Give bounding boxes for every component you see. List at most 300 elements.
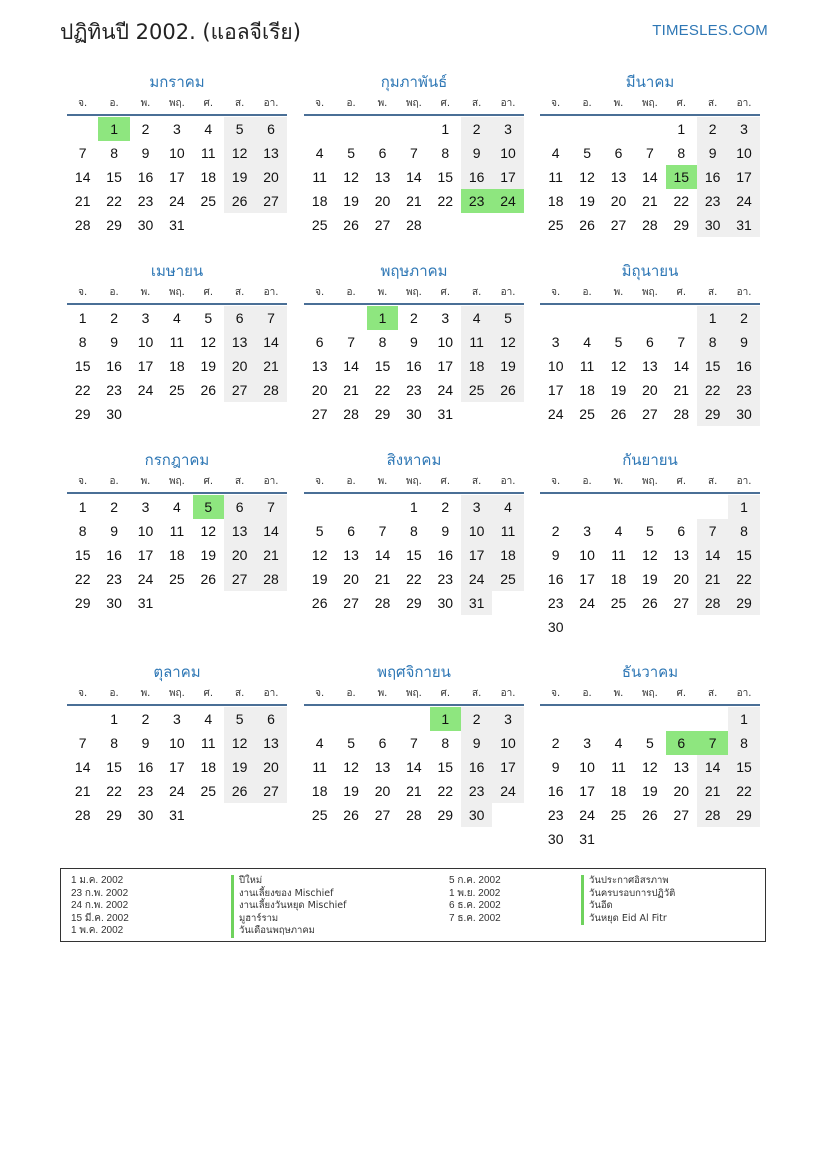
day-cell[interactable]: 20 — [255, 755, 286, 779]
day-cell[interactable]: 30 — [461, 803, 492, 827]
day-cell[interactable]: 2 — [551, 523, 560, 539]
day-cell[interactable]: 2 — [141, 711, 150, 727]
day-cell[interactable]: 2 — [141, 121, 150, 137]
holiday-day-cell[interactable]: 1 — [98, 117, 129, 141]
day-cell[interactable]: 18 — [169, 358, 185, 374]
day-cell[interactable]: 30 — [137, 807, 154, 823]
day-cell[interactable]: 2 — [110, 310, 118, 326]
day-cell[interactable]: 25 — [610, 595, 627, 611]
day-cell[interactable]: 28 — [374, 595, 391, 611]
day-cell[interactable]: 20 — [673, 783, 690, 799]
day-cell[interactable]: 25 — [311, 217, 328, 233]
day-cell[interactable]: 15 — [74, 358, 91, 374]
day-cell[interactable]: 9 — [141, 735, 150, 751]
day-cell[interactable]: 2 — [441, 499, 450, 515]
holiday-day-cell[interactable]: 1 — [367, 306, 398, 330]
day-cell[interactable]: 20 — [374, 783, 391, 799]
holiday-day-cell[interactable]: 23 — [461, 189, 492, 213]
day-cell[interactable]: 30 — [106, 595, 122, 611]
day-cell[interactable]: 14 — [697, 543, 728, 567]
day-cell[interactable]: 19 — [224, 165, 255, 189]
day-cell[interactable]: 24 — [547, 406, 564, 422]
day-cell[interactable]: 8 — [78, 523, 87, 539]
day-cell[interactable]: 25 — [461, 378, 492, 402]
holiday-day-cell[interactable]: 5 — [193, 495, 224, 519]
day-cell[interactable]: 20 — [343, 571, 359, 587]
day-cell[interactable]: 8 — [110, 735, 118, 751]
day-cell[interactable]: 2 — [110, 499, 118, 515]
day-cell[interactable]: 1 — [728, 495, 759, 519]
day-cell[interactable]: 5 — [645, 735, 654, 751]
day-cell[interactable]: 21 — [255, 543, 286, 567]
day-cell[interactable]: 29 — [673, 217, 690, 233]
day-cell[interactable]: 10 — [492, 141, 523, 165]
day-cell[interactable]: 11 — [611, 547, 626, 563]
day-cell[interactable]: 22 — [728, 779, 759, 803]
day-cell[interactable]: 27 — [343, 595, 359, 611]
day-cell[interactable]: 12 — [343, 169, 359, 185]
day-cell[interactable]: 22 — [437, 193, 454, 209]
day-cell[interactable]: 4 — [461, 306, 492, 330]
day-cell[interactable]: 3 — [141, 310, 150, 326]
day-cell[interactable]: 8 — [728, 731, 759, 755]
day-cell[interactable]: 26 — [200, 382, 217, 398]
day-cell[interactable]: 11 — [200, 145, 216, 161]
day-cell[interactable]: 25 — [579, 406, 595, 422]
day-cell[interactable]: 3 — [728, 117, 759, 141]
day-cell[interactable]: 27 — [311, 406, 328, 422]
day-cell[interactable]: 23 — [728, 378, 759, 402]
day-cell[interactable]: 5 — [645, 523, 654, 539]
day-cell[interactable]: 29 — [106, 807, 122, 823]
day-cell[interactable]: 25 — [311, 807, 328, 823]
day-cell[interactable]: 2 — [461, 117, 492, 141]
day-cell[interactable]: 21 — [406, 783, 422, 799]
day-cell[interactable]: 9 — [728, 330, 759, 354]
day-cell[interactable]: 14 — [374, 547, 391, 563]
day-cell[interactable]: 6 — [677, 523, 686, 539]
day-cell[interactable]: 9 — [110, 523, 118, 539]
day-cell[interactable]: 13 — [673, 759, 690, 775]
day-cell[interactable]: 18 — [200, 169, 217, 185]
day-cell[interactable]: 29 — [106, 217, 122, 233]
day-cell[interactable]: 9 — [409, 334, 418, 350]
day-cell[interactable]: 14 — [255, 519, 286, 543]
day-cell[interactable]: 10 — [492, 731, 523, 755]
day-cell[interactable]: 26 — [343, 807, 359, 823]
day-cell[interactable]: 30 — [547, 619, 564, 635]
day-cell[interactable]: 28 — [673, 406, 690, 422]
day-cell[interactable]: 15 — [106, 759, 122, 775]
day-cell[interactable]: 9 — [461, 731, 492, 755]
day-cell[interactable]: 13 — [673, 547, 690, 563]
day-cell[interactable]: 23 — [137, 193, 154, 209]
day-cell[interactable]: 19 — [579, 193, 595, 209]
day-cell[interactable]: 18 — [169, 547, 185, 563]
day-cell[interactable]: 13 — [374, 759, 391, 775]
day-cell[interactable]: 18 — [547, 193, 564, 209]
day-cell[interactable]: 24 — [579, 595, 595, 611]
day-cell[interactable]: 16 — [406, 358, 422, 374]
day-cell[interactable]: 29 — [74, 406, 91, 422]
day-cell[interactable]: 19 — [311, 571, 328, 587]
day-cell[interactable]: 26 — [642, 807, 658, 823]
day-cell[interactable]: 30 — [547, 831, 564, 847]
day-cell[interactable]: 16 — [728, 354, 759, 378]
day-cell[interactable]: 3 — [551, 334, 560, 350]
day-cell[interactable]: 15 — [106, 169, 122, 185]
day-cell[interactable]: 27 — [610, 217, 627, 233]
day-cell[interactable]: 15 — [406, 547, 422, 563]
day-cell[interactable]: 3 — [172, 711, 181, 727]
day-cell[interactable]: 13 — [255, 141, 286, 165]
day-cell[interactable]: 12 — [579, 169, 595, 185]
day-cell[interactable]: 13 — [642, 358, 658, 374]
day-cell[interactable]: 28 — [406, 807, 422, 823]
day-cell[interactable]: 3 — [141, 499, 150, 515]
day-cell[interactable]: 4 — [614, 523, 623, 539]
day-cell[interactable]: 2 — [461, 707, 492, 731]
day-cell[interactable]: 29 — [697, 402, 728, 426]
day-cell[interactable]: 10 — [728, 141, 759, 165]
day-cell[interactable]: 24 — [461, 567, 492, 591]
day-cell[interactable]: 6 — [645, 334, 654, 350]
day-cell[interactable]: 31 — [728, 213, 759, 237]
day-cell[interactable]: 31 — [461, 591, 492, 615]
day-cell[interactable]: 15 — [74, 547, 91, 563]
day-cell[interactable]: 11 — [312, 169, 327, 185]
day-cell[interactable]: 10 — [461, 519, 492, 543]
day-cell[interactable]: 4 — [204, 711, 213, 727]
day-cell[interactable]: 17 — [728, 165, 759, 189]
day-cell[interactable]: 12 — [311, 547, 328, 563]
day-cell[interactable]: 26 — [200, 571, 217, 587]
day-cell[interactable]: 17 — [492, 165, 523, 189]
day-cell[interactable]: 29 — [374, 406, 391, 422]
day-cell[interactable]: 20 — [642, 382, 658, 398]
day-cell[interactable]: 28 — [642, 217, 658, 233]
day-cell[interactable]: 23 — [547, 595, 564, 611]
day-cell[interactable]: 13 — [224, 519, 255, 543]
day-cell[interactable]: 3 — [492, 707, 523, 731]
day-cell[interactable]: 26 — [343, 217, 359, 233]
day-cell[interactable]: 21 — [406, 193, 422, 209]
day-cell[interactable]: 25 — [492, 567, 523, 591]
day-cell[interactable]: 31 — [169, 217, 185, 233]
day-cell[interactable]: 14 — [642, 169, 658, 185]
day-cell[interactable]: 8 — [409, 523, 418, 539]
day-cell[interactable]: 7 — [697, 519, 728, 543]
day-cell[interactable]: 28 — [255, 567, 286, 591]
day-cell[interactable]: 17 — [169, 759, 185, 775]
day-cell[interactable]: 10 — [137, 334, 154, 350]
day-cell[interactable]: 5 — [614, 334, 623, 350]
day-cell[interactable]: 22 — [673, 193, 690, 209]
day-cell[interactable]: 15 — [728, 543, 759, 567]
day-cell[interactable]: 31 — [579, 831, 595, 847]
day-cell[interactable]: 7 — [645, 145, 654, 161]
day-cell[interactable]: 23 — [137, 783, 154, 799]
day-cell[interactable]: 1 — [728, 707, 759, 731]
day-cell[interactable]: 11 — [461, 330, 492, 354]
day-cell[interactable]: 10 — [169, 145, 185, 161]
day-cell[interactable]: 26 — [610, 406, 627, 422]
day-cell[interactable]: 28 — [74, 807, 91, 823]
day-cell[interactable]: 4 — [172, 310, 181, 326]
day-cell[interactable]: 10 — [579, 547, 595, 563]
day-cell[interactable]: 8 — [677, 145, 686, 161]
holiday-day-cell[interactable]: 7 — [697, 731, 728, 755]
day-cell[interactable]: 13 — [224, 330, 255, 354]
day-cell[interactable]: 26 — [579, 217, 595, 233]
day-cell[interactable]: 11 — [169, 334, 185, 350]
day-cell[interactable]: 23 — [461, 779, 492, 803]
day-cell[interactable]: 28 — [74, 217, 91, 233]
day-cell[interactable]: 21 — [74, 783, 91, 799]
day-cell[interactable]: 5 — [492, 306, 523, 330]
day-cell[interactable]: 16 — [106, 547, 122, 563]
day-cell[interactable]: 16 — [137, 759, 154, 775]
day-cell[interactable]: 8 — [378, 334, 387, 350]
day-cell[interactable]: 5 — [347, 735, 355, 751]
day-cell[interactable]: 13 — [610, 169, 627, 185]
day-cell[interactable]: 10 — [579, 759, 595, 775]
day-cell[interactable]: 16 — [461, 755, 492, 779]
brand-link[interactable]: TIMESLES.COM — [652, 22, 768, 39]
day-cell[interactable]: 29 — [406, 595, 422, 611]
day-cell[interactable]: 13 — [343, 547, 359, 563]
day-cell[interactable]: 10 — [547, 358, 564, 374]
day-cell[interactable]: 12 — [642, 759, 658, 775]
day-cell[interactable]: 12 — [492, 330, 523, 354]
day-cell[interactable]: 24 — [492, 779, 523, 803]
day-cell[interactable]: 25 — [169, 382, 185, 398]
day-cell[interactable]: 5 — [583, 145, 591, 161]
day-cell[interactable]: 14 — [343, 358, 359, 374]
day-cell[interactable]: 17 — [437, 358, 454, 374]
day-cell[interactable]: 6 — [255, 707, 286, 731]
day-cell[interactable]: 6 — [224, 495, 255, 519]
day-cell[interactable]: 21 — [673, 382, 690, 398]
day-cell[interactable]: 3 — [461, 495, 492, 519]
day-cell[interactable]: 20 — [224, 543, 255, 567]
day-cell[interactable]: 5 — [224, 117, 255, 141]
day-cell[interactable]: 19 — [343, 783, 359, 799]
day-cell[interactable]: 22 — [406, 571, 422, 587]
day-cell[interactable]: 18 — [492, 543, 523, 567]
day-cell[interactable]: 20 — [224, 354, 255, 378]
day-cell[interactable]: 1 — [409, 499, 418, 515]
day-cell[interactable]: 8 — [110, 145, 118, 161]
day-cell[interactable]: 7 — [347, 334, 355, 350]
day-cell[interactable]: 2 — [697, 117, 728, 141]
day-cell[interactable]: 9 — [461, 141, 492, 165]
day-cell[interactable]: 11 — [169, 523, 185, 539]
day-cell[interactable]: 13 — [311, 358, 328, 374]
day-cell[interactable]: 22 — [106, 783, 122, 799]
day-cell[interactable]: 4 — [204, 121, 213, 137]
day-cell[interactable]: 5 — [315, 523, 324, 539]
day-cell[interactable]: 17 — [137, 547, 154, 563]
day-cell[interactable]: 4 — [492, 495, 523, 519]
day-cell[interactable]: 13 — [255, 731, 286, 755]
day-cell[interactable]: 7 — [378, 523, 387, 539]
day-cell[interactable]: 25 — [610, 807, 627, 823]
day-cell[interactable]: 7 — [255, 306, 286, 330]
day-cell[interactable]: 18 — [461, 354, 492, 378]
day-cell[interactable]: 16 — [697, 165, 728, 189]
day-cell[interactable]: 12 — [642, 547, 658, 563]
day-cell[interactable]: 27 — [224, 378, 255, 402]
day-cell[interactable]: 18 — [200, 759, 217, 775]
day-cell[interactable]: 14 — [255, 330, 286, 354]
day-cell[interactable]: 4 — [315, 145, 324, 161]
day-cell[interactable]: 14 — [406, 169, 422, 185]
day-cell[interactable]: 4 — [315, 735, 324, 751]
day-cell[interactable]: 8 — [78, 334, 87, 350]
day-cell[interactable]: 23 — [406, 382, 422, 398]
day-cell[interactable]: 30 — [697, 213, 728, 237]
day-cell[interactable]: 19 — [200, 358, 217, 374]
day-cell[interactable]: 25 — [200, 783, 217, 799]
day-cell[interactable]: 26 — [311, 595, 328, 611]
day-cell[interactable]: 11 — [579, 358, 595, 374]
day-cell[interactable]: 31 — [437, 406, 454, 422]
day-cell[interactable]: 18 — [311, 193, 328, 209]
day-cell[interactable]: 22 — [106, 193, 122, 209]
day-cell[interactable]: 29 — [437, 807, 454, 823]
day-cell[interactable]: 30 — [728, 402, 759, 426]
day-cell[interactable]: 22 — [728, 567, 759, 591]
day-cell[interactable]: 15 — [728, 755, 759, 779]
day-cell[interactable]: 28 — [343, 406, 359, 422]
day-cell[interactable]: 11 — [312, 759, 327, 775]
day-cell[interactable]: 24 — [169, 783, 185, 799]
day-cell[interactable]: 11 — [200, 735, 216, 751]
day-cell[interactable]: 1 — [441, 121, 450, 137]
day-cell[interactable]: 6 — [378, 145, 387, 161]
holiday-day-cell[interactable]: 6 — [666, 731, 697, 755]
day-cell[interactable]: 6 — [378, 735, 387, 751]
day-cell[interactable]: 27 — [224, 567, 255, 591]
day-cell[interactable]: 20 — [374, 193, 391, 209]
day-cell[interactable]: 9 — [697, 141, 728, 165]
day-cell[interactable]: 3 — [172, 121, 181, 137]
day-cell[interactable]: 8 — [441, 145, 450, 161]
day-cell[interactable]: 10 — [169, 735, 185, 751]
day-cell[interactable]: 4 — [583, 334, 591, 350]
day-cell[interactable]: 4 — [551, 145, 560, 161]
day-cell[interactable]: 29 — [728, 591, 759, 615]
day-cell[interactable]: 5 — [347, 145, 355, 161]
day-cell[interactable]: 16 — [547, 783, 564, 799]
day-cell[interactable]: 11 — [548, 169, 563, 185]
day-cell[interactable]: 19 — [224, 755, 255, 779]
day-cell[interactable]: 2 — [409, 310, 418, 326]
day-cell[interactable]: 27 — [642, 406, 658, 422]
day-cell[interactable]: 17 — [137, 358, 154, 374]
day-cell[interactable]: 1 — [110, 711, 118, 727]
day-cell[interactable]: 7 — [255, 495, 286, 519]
day-cell[interactable]: 21 — [74, 193, 91, 209]
day-cell[interactable]: 6 — [224, 306, 255, 330]
day-cell[interactable]: 12 — [200, 334, 217, 350]
day-cell[interactable]: 23 — [437, 571, 454, 587]
day-cell[interactable]: 11 — [611, 759, 626, 775]
day-cell[interactable]: 13 — [374, 169, 391, 185]
day-cell[interactable]: 30 — [106, 406, 122, 422]
day-cell[interactable]: 26 — [224, 189, 255, 213]
day-cell[interactable]: 19 — [343, 193, 359, 209]
day-cell[interactable]: 27 — [673, 595, 690, 611]
day-cell[interactable]: 12 — [343, 759, 359, 775]
day-cell[interactable]: 18 — [311, 783, 328, 799]
day-cell[interactable]: 17 — [169, 169, 185, 185]
day-cell[interactable]: 12 — [610, 358, 627, 374]
day-cell[interactable]: 8 — [441, 735, 450, 751]
day-cell[interactable]: 21 — [697, 779, 728, 803]
day-cell[interactable]: 23 — [106, 571, 122, 587]
day-cell[interactable]: 3 — [583, 735, 591, 751]
day-cell[interactable]: 30 — [137, 217, 154, 233]
day-cell[interactable]: 14 — [74, 759, 91, 775]
day-cell[interactable]: 4 — [614, 735, 623, 751]
day-cell[interactable]: 20 — [673, 571, 690, 587]
day-cell[interactable]: 9 — [551, 547, 560, 563]
day-cell[interactable]: 19 — [200, 547, 217, 563]
day-cell[interactable]: 17 — [461, 543, 492, 567]
day-cell[interactable]: 24 — [579, 807, 595, 823]
holiday-day-cell[interactable]: 24 — [492, 189, 523, 213]
day-cell[interactable]: 7 — [78, 735, 87, 751]
day-cell[interactable]: 3 — [492, 117, 523, 141]
day-cell[interactable]: 27 — [255, 779, 286, 803]
day-cell[interactable]: 16 — [137, 169, 154, 185]
day-cell[interactable]: 28 — [697, 803, 728, 827]
day-cell[interactable]: 14 — [697, 755, 728, 779]
day-cell[interactable]: 25 — [200, 193, 217, 209]
day-cell[interactable]: 29 — [74, 595, 91, 611]
day-cell[interactable]: 25 — [169, 571, 185, 587]
day-cell[interactable]: 21 — [343, 382, 359, 398]
day-cell[interactable]: 9 — [441, 523, 450, 539]
day-cell[interactable]: 21 — [642, 193, 658, 209]
day-cell[interactable]: 22 — [374, 382, 391, 398]
day-cell[interactable]: 6 — [315, 334, 324, 350]
day-cell[interactable]: 31 — [137, 595, 154, 611]
day-cell[interactable]: 30 — [437, 595, 454, 611]
day-cell[interactable]: 22 — [74, 382, 91, 398]
day-cell[interactable]: 21 — [255, 354, 286, 378]
day-cell[interactable]: 3 — [583, 523, 591, 539]
day-cell[interactable]: 20 — [311, 382, 328, 398]
day-cell[interactable]: 1 — [78, 310, 87, 326]
day-cell[interactable]: 15 — [374, 358, 391, 374]
day-cell[interactable]: 8 — [728, 519, 759, 543]
day-cell[interactable]: 27 — [374, 217, 391, 233]
day-cell[interactable]: 25 — [547, 217, 564, 233]
day-cell[interactable]: 19 — [610, 382, 627, 398]
day-cell[interactable]: 12 — [200, 523, 217, 539]
day-cell[interactable]: 9 — [110, 334, 118, 350]
day-cell[interactable]: 1 — [677, 121, 686, 137]
day-cell[interactable]: 11 — [492, 519, 523, 543]
day-cell[interactable]: 10 — [437, 334, 454, 350]
day-cell[interactable]: 8 — [697, 330, 728, 354]
day-cell[interactable]: 21 — [697, 567, 728, 591]
day-cell[interactable]: 17 — [579, 571, 595, 587]
day-cell[interactable]: 14 — [406, 759, 422, 775]
